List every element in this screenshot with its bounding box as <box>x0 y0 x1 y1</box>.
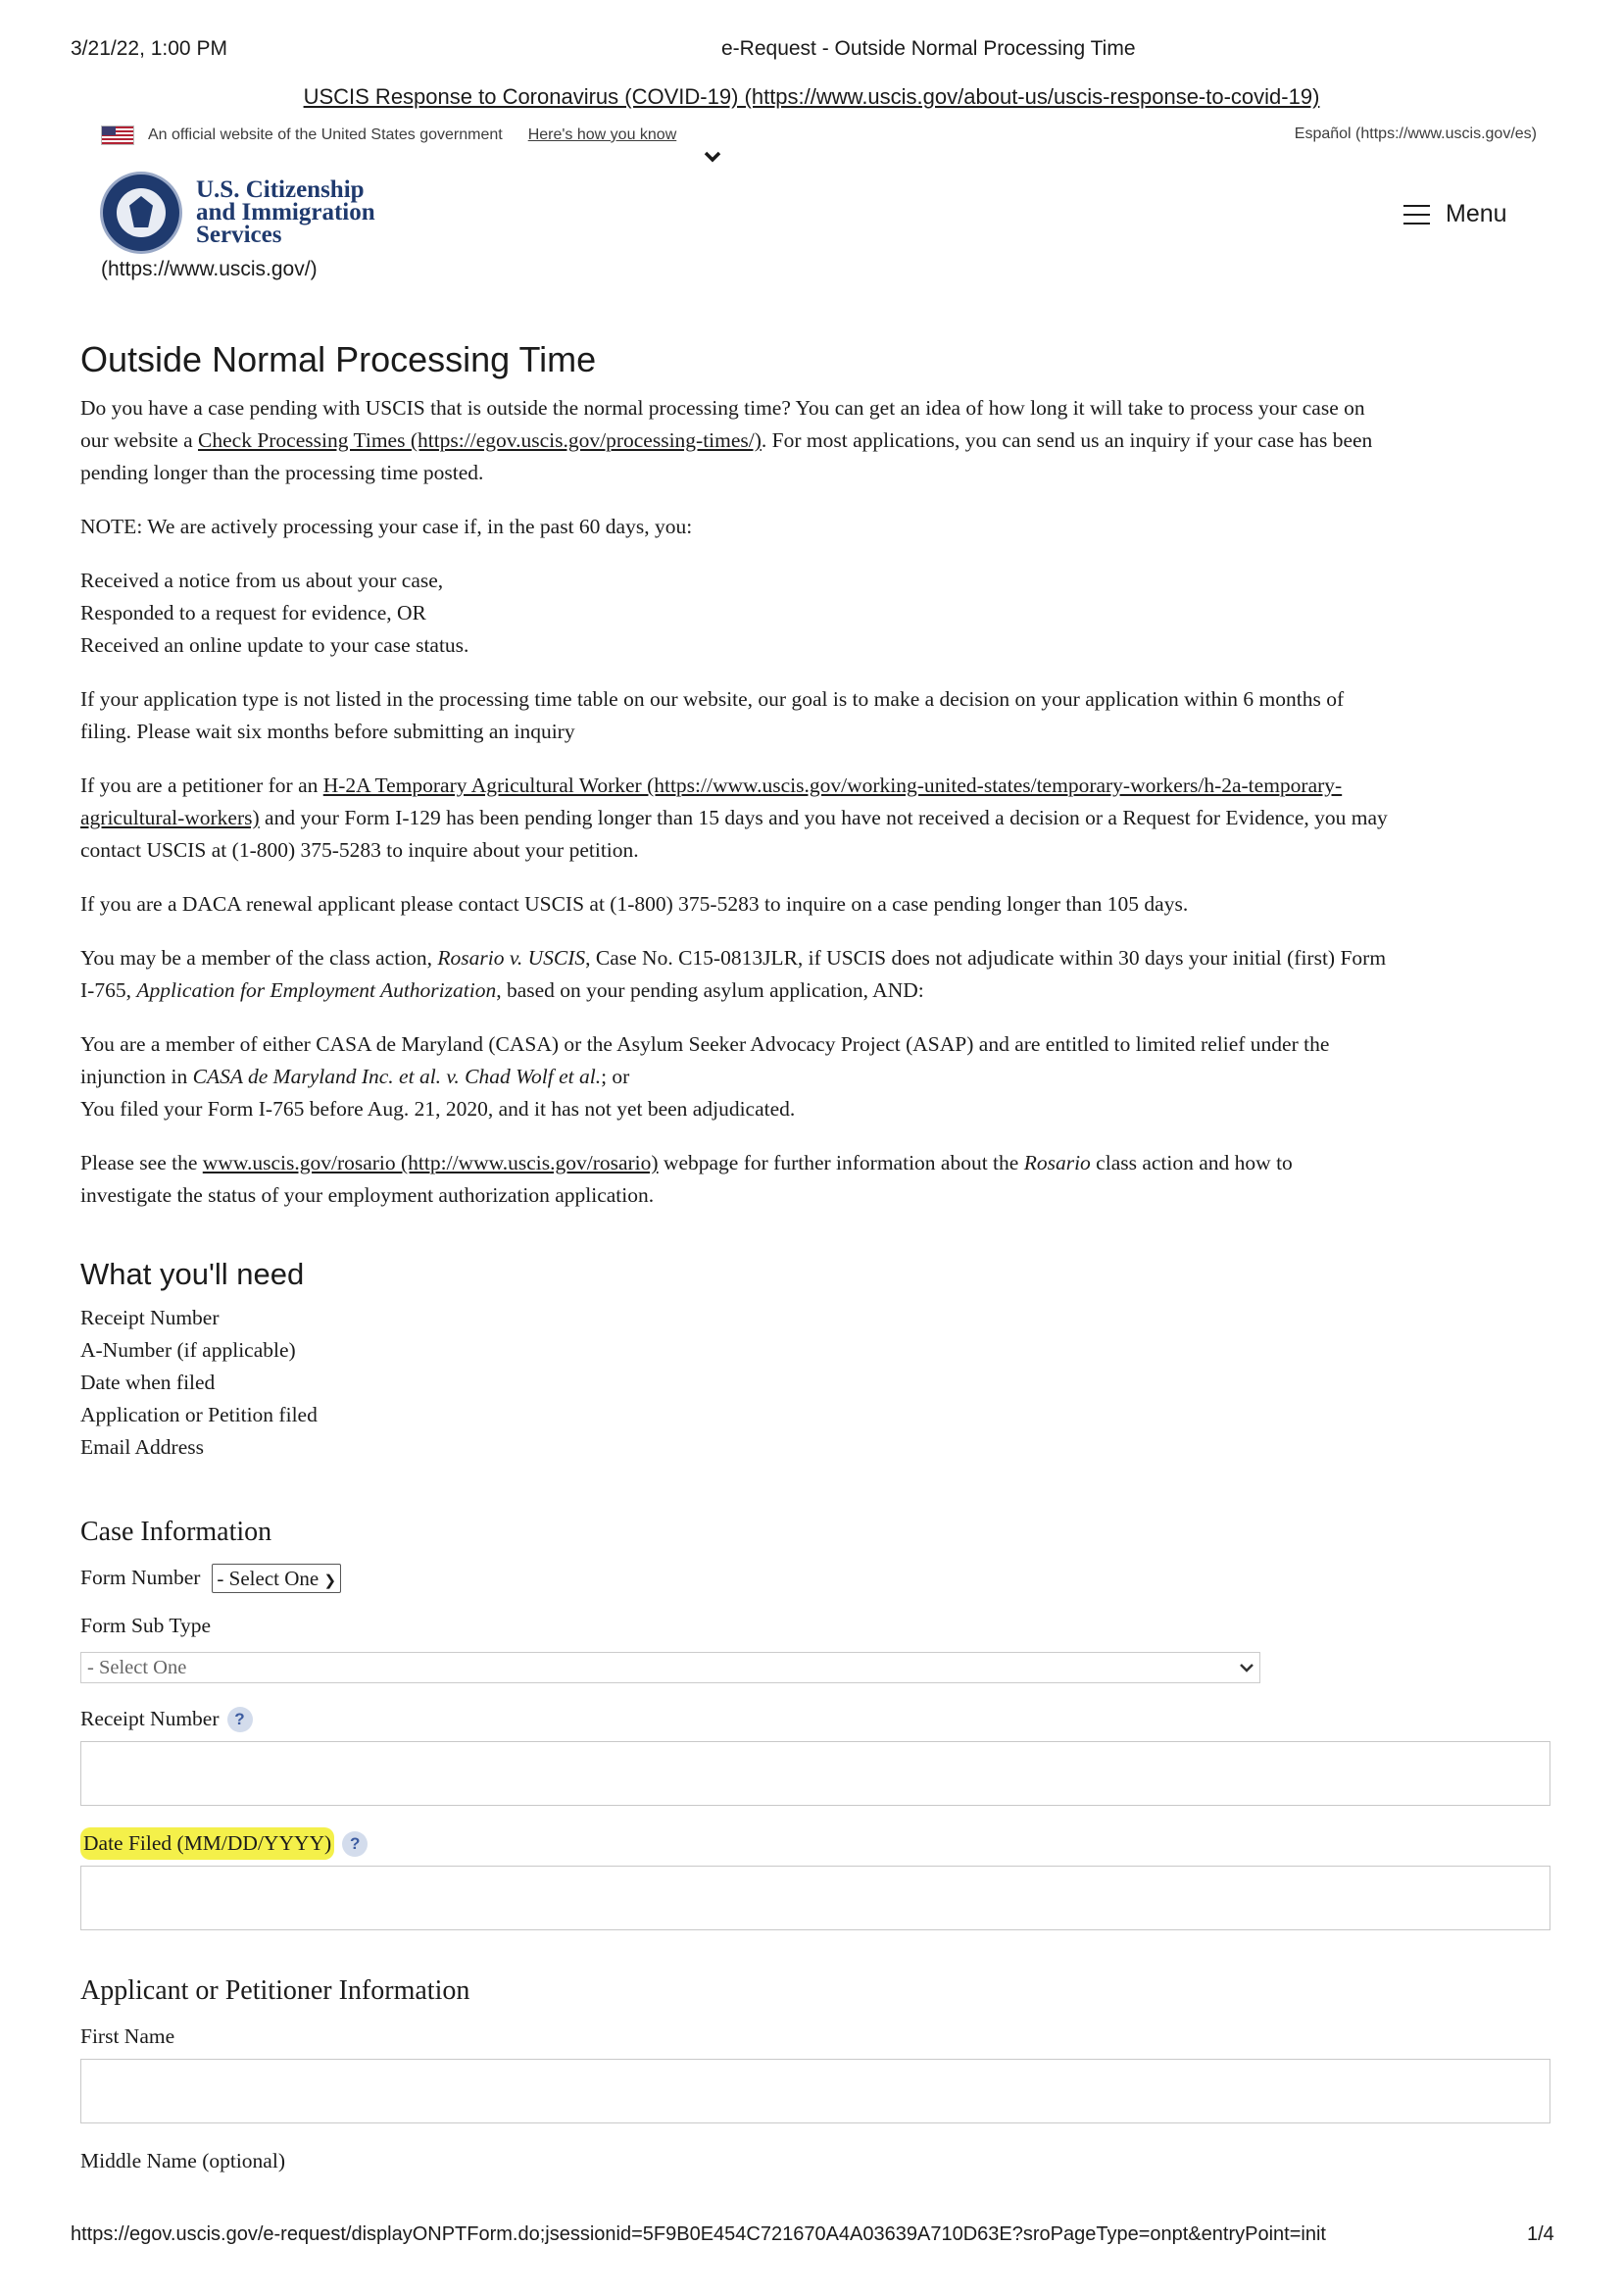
chevron-down-icon[interactable] <box>704 147 721 168</box>
list-item: Received a notice from us about your case, <box>80 569 444 592</box>
home-url: (https://www.uscis.gov/) <box>101 258 318 280</box>
form-number-select[interactable]: - Select One ❯ <box>212 1564 341 1593</box>
form-number-row <box>80 1562 1550 1594</box>
help-icon[interactable]: ? <box>227 1707 253 1732</box>
official-website-text: An official website of the United States government <box>148 126 503 143</box>
case-information-heading: Case Information <box>80 1517 272 1547</box>
daca-paragraph: If you are a DACA renewal applicant please contact USCIS at (1-800) 375-5283 to inquire on a case pending longer than 105 days. <box>80 892 1189 916</box>
middle-name-label: Middle Name (optional) <box>80 2149 285 2172</box>
dhs-seal-logo[interactable] <box>100 172 182 254</box>
note-list <box>80 565 1550 662</box>
receipt-number-label: Receipt Number <box>80 1707 220 1730</box>
chevron-down-icon <box>1240 1663 1254 1672</box>
hamburger-icon <box>1403 205 1430 225</box>
h2a-worker-link[interactable]: H-2A Temporary Agricultural Worker (https://www.uscis.gov/working-united-states/temporary-workers/h-2a-temporary- <box>322 774 1343 797</box>
applicant-information-heading: Applicant or Petitioner Information <box>80 1975 470 2006</box>
list-item: Received an online update to your case status. <box>80 633 469 657</box>
page-title: Outside Normal Processing Time <box>80 339 597 379</box>
not-listed-paragraph: If your application type is not listed in the processing time table on our website, our goal is to make a decision on your application within 6 months of filing. Please wait six months before submitting an inquiry <box>80 687 1345 743</box>
h2a-paragraph: If you are a petitioner for an H-2A Temporary Agricultural Worker (https://www.uscis.gov/working-united-states/temporary-workers/h-2a-temporary- agricultural-workers) and your Form I-129 has been pending longer than 15 days and you have not received a decision or a Request for Evidence, you may contact USCIS at (1-800) 375-5283 to inquire about your petition. <box>80 774 1388 862</box>
form-number-label: Form Number <box>80 1566 201 1589</box>
list-item: A-Number (if applicable) <box>80 1338 296 1362</box>
espanol-link[interactable]: Español (https://www.uscis.gov/es) <box>1294 125 1537 142</box>
h2a-worker-link-cont[interactable]: agricultural-workers) <box>80 806 260 829</box>
date-filed-label: Date Filed (MM/DD/YYYY) <box>80 1827 334 1860</box>
chevron-down-icon: ❯ <box>323 1572 337 1589</box>
print-title: e-Request - Outside Normal Processing Time <box>721 37 1136 60</box>
intro-paragraph: Do you have a case pending with USCIS that is outside the normal processing time? You can get an idea of how long it will take to process your case on our website a Check Processing Times (https://egov.uscis.gov/processing-times/). For most applications, you can send us an inquiry if your case has been pending longer than the processing time posted. <box>80 396 1373 484</box>
help-icon[interactable]: ? <box>342 1831 368 1857</box>
first-name-label: First Name <box>80 2024 175 2048</box>
rosario-link[interactable]: www.uscis.gov/rosario (http://www.uscis.gov/rosario) <box>202 1151 659 1174</box>
receipt-number-row <box>80 1703 1550 1735</box>
see-rosario-paragraph: Please see the www.uscis.gov/rosario (http://www.uscis.gov/rosario) webpage for further information about the Rosario class action and how to investigate the status of your employment authorization application. <box>80 1151 1293 1207</box>
covid-banner-link[interactable]: USCIS Response to Coronavirus (COVID-19) (https://www.uscis.gov/about-us/uscis-response-to-covid-19) <box>303 84 1320 109</box>
list-item: Email Address <box>80 1435 204 1459</box>
print-datetime: 3/21/22, 1:00 PM <box>71 37 227 60</box>
how-you-know-link[interactable]: Here's how you know <box>527 126 677 143</box>
us-flag-icon <box>101 125 134 145</box>
list-item: Date when filed <box>80 1371 216 1394</box>
list-item: Application or Petition filed <box>80 1403 318 1426</box>
date-filed-input[interactable] <box>80 1866 1550 1930</box>
form-sub-type-label: Form Sub Type <box>80 1614 212 1637</box>
agency-name-logo[interactable]: U.S. Citizenship and Immigration Services <box>196 176 375 248</box>
check-processing-times-link[interactable]: Check Processing Times (https://egov.uscis.gov/processing-times/) <box>198 428 762 452</box>
form-sub-type-select[interactable]: - Select One <box>80 1652 1260 1683</box>
what-youll-need-heading: What you'll need <box>80 1257 305 1291</box>
receipt-number-input[interactable] <box>80 1741 1550 1806</box>
main-content <box>80 337 1550 2177</box>
print-page-number: 1/4 <box>1527 2223 1554 2245</box>
date-filed-row <box>80 1827 1550 1860</box>
list-item: Receipt Number <box>80 1306 220 1329</box>
print-footer-url: https://egov.uscis.gov/e-request/displayONPTForm.do;jsessionid=5F9B0E454C721670A4A03639A710D63E?sroPageType=onpt&entryPoint=init <box>71 2223 1326 2245</box>
menu-label: Menu <box>1446 200 1507 227</box>
note-text: NOTE: We are actively processing your case if, in the past 60 days, you: <box>80 515 693 538</box>
first-name-input[interactable] <box>80 2059 1550 2123</box>
list-item: Responded to a request for evidence, OR <box>80 601 426 624</box>
need-list <box>80 1302 1550 1464</box>
official-gov-banner <box>101 125 676 145</box>
rosario-paragraph: You may be a member of the class action, Rosario v. USCIS, Case No. C15-0813JLR, if USCIS does not adjudicate within 30 days your initial (first) Form I-765, Application for Employment Authorization, based on your pending asylum application, AND: <box>80 946 1387 1002</box>
casa-paragraph: You are a member of either CASA de Maryland (CASA) or the Asylum Seeker Advocacy Project (ASAP) and are entitled to limited relief under the injunction in CASA de Maryland Inc. et al. v. Chad Wolf et al.; or You filed your Form I-765 before Aug. 21, 2020, and it has not yet been adjudicated. <box>80 1032 1330 1121</box>
menu-button[interactable] <box>1403 200 1507 228</box>
